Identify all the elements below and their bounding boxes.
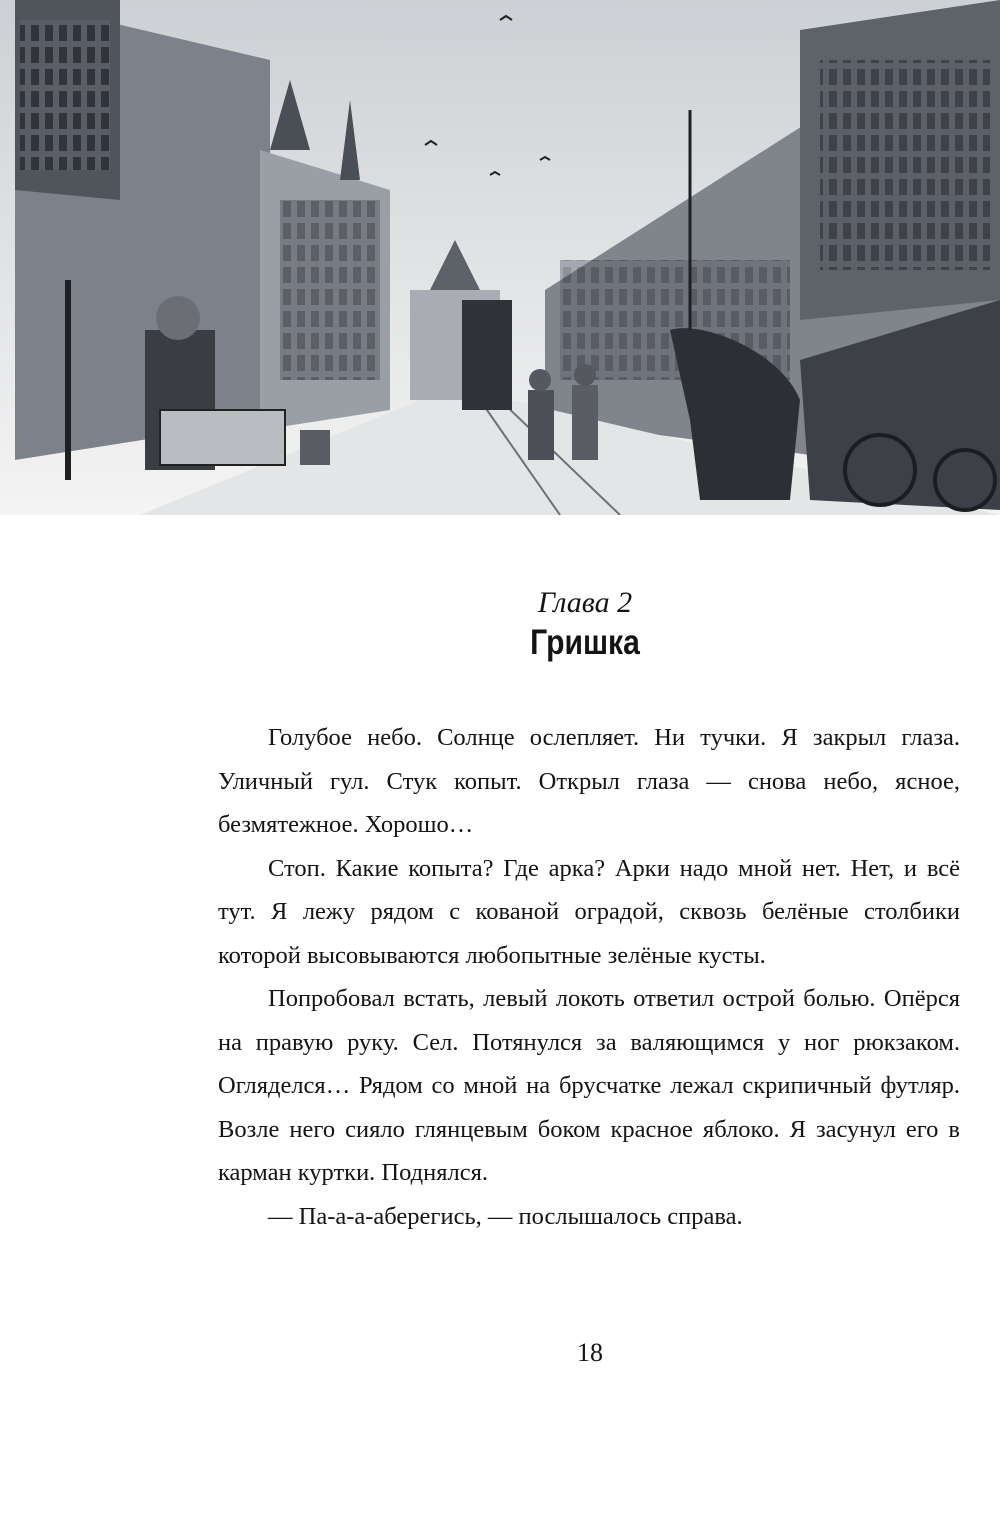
chapter-title: Гришка [530, 623, 640, 662]
paragraph: Стоп. Какие копыта? Где арка? Арки надо мной нет. Нет, и всё тут. Я лежу рядом с кованой оградой, сквозь белёные столбики которой высовываются любопытные зелёные кусты. [218, 854, 960, 969]
paragraph: — Па-а-а-аберегись, — послышалось справа. [268, 1202, 743, 1230]
page-number: 18 [577, 1338, 603, 1367]
paragraph: Попробовал встать, левый локоть ответил острой болью. Опёрся на правую руку. Сел. Потянулся за валяющимся у ног рюкзаком. Огляделся… Рядом со мной на брусчатке лежал скрипичный футляр. Возле него сияло глянцевым боком красное яблоко. Я засунул его в карман куртки. Поднялся. [218, 985, 960, 1186]
body-text [218, 716, 960, 1238]
chapter-label: Глава 2 [537, 586, 633, 619]
paragraph: Голубое небо. Солнце ослепляет. Ни тучки. Я закрыл глаза. Уличный гул. Стук копыт. Открыл глаза — снова небо, ясное, безмятежное. Хорошо… [218, 724, 960, 838]
chapter-heading [385, 585, 785, 665]
street-scene-illustration [0, 0, 1000, 515]
